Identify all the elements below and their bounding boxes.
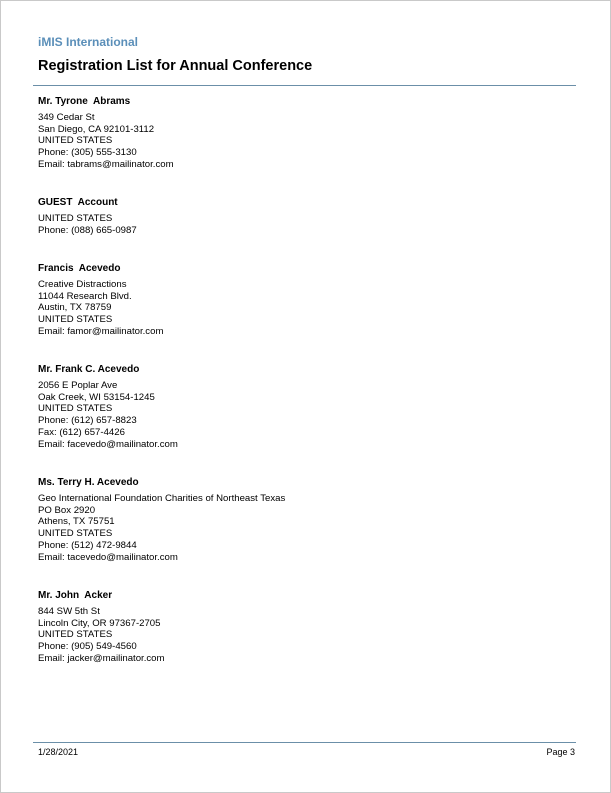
registrant-entry <box>38 263 163 338</box>
phone: Phone: (905) 549-4560 <box>38 641 137 653</box>
email: Email: famor@mailinator.com <box>38 325 164 337</box>
address-line: 844 SW 5th St <box>38 606 100 617</box>
registrant-name: Francis Acevedo <box>38 263 121 274</box>
address-line: PO Box 2920 <box>38 504 96 516</box>
country: UNITED STATES <box>38 213 113 224</box>
email: Email: tabrams@mailinator.com <box>38 158 174 170</box>
city-state-zip: Oak Creek, WI 53154-1245 <box>38 391 155 403</box>
footer-divider <box>33 742 576 743</box>
email: Email: jacker@mailinator.com <box>38 652 165 664</box>
country: UNITED STATES <box>38 403 113 415</box>
registrant-name: Mr. John Acker <box>38 590 113 601</box>
footer-date: 1/28/2021 <box>38 747 79 757</box>
phone: Phone: (512) 472-9844 <box>38 539 137 551</box>
country: UNITED STATES <box>38 629 113 641</box>
city-state-zip: Austin, TX 78759 <box>38 302 112 314</box>
registrant-entry <box>38 590 165 665</box>
registrant-entry <box>38 197 137 236</box>
registrant-name: GUEST Account <box>38 197 118 208</box>
company: Creative Distractions <box>38 279 127 290</box>
registrant-name: Mr. Tyrone Abrams <box>38 96 131 107</box>
header-divider <box>33 85 576 86</box>
registrant-name: Mr. Frank C. Acevedo <box>38 364 140 375</box>
country: UNITED STATES <box>38 528 113 540</box>
country: UNITED STATES <box>38 314 113 326</box>
page-number: Page 3 <box>546 747 575 757</box>
registrant-entry <box>38 477 285 563</box>
country: UNITED STATES <box>38 135 113 147</box>
registrant-name: Ms. Terry H. Acevedo <box>38 477 139 488</box>
city-state-zip: San Diego, CA 92101-3112 <box>38 123 155 135</box>
fax: Fax: (612) 657-4426 <box>38 426 125 438</box>
email: Email: facevedo@mailinator.com <box>38 438 178 450</box>
phone: Phone: (612) 657-8823 <box>38 415 137 427</box>
registrant-entry <box>38 364 178 450</box>
city-state-zip: Lincoln City, OR 97367-2705 <box>38 617 161 629</box>
address-line: 2056 E Poplar Ave <box>38 380 118 391</box>
phone: Phone: (305) 555-3130 <box>38 147 137 159</box>
address-line: 349 Cedar St <box>38 112 95 123</box>
city-state-zip: Athens, TX 75751 <box>38 516 115 528</box>
email: Email: tacevedo@mailinator.com <box>38 551 178 563</box>
organization-name: iMIS International <box>38 35 139 49</box>
registrant-entry <box>38 96 174 171</box>
address-line: 11044 Research Blvd. <box>38 290 132 302</box>
phone: Phone: (088) 665-0987 <box>38 224 137 236</box>
report-title: Registration List for Annual Conference <box>38 58 313 74</box>
company: Geo International Foundation Charities of Northeast Texas <box>38 493 286 504</box>
